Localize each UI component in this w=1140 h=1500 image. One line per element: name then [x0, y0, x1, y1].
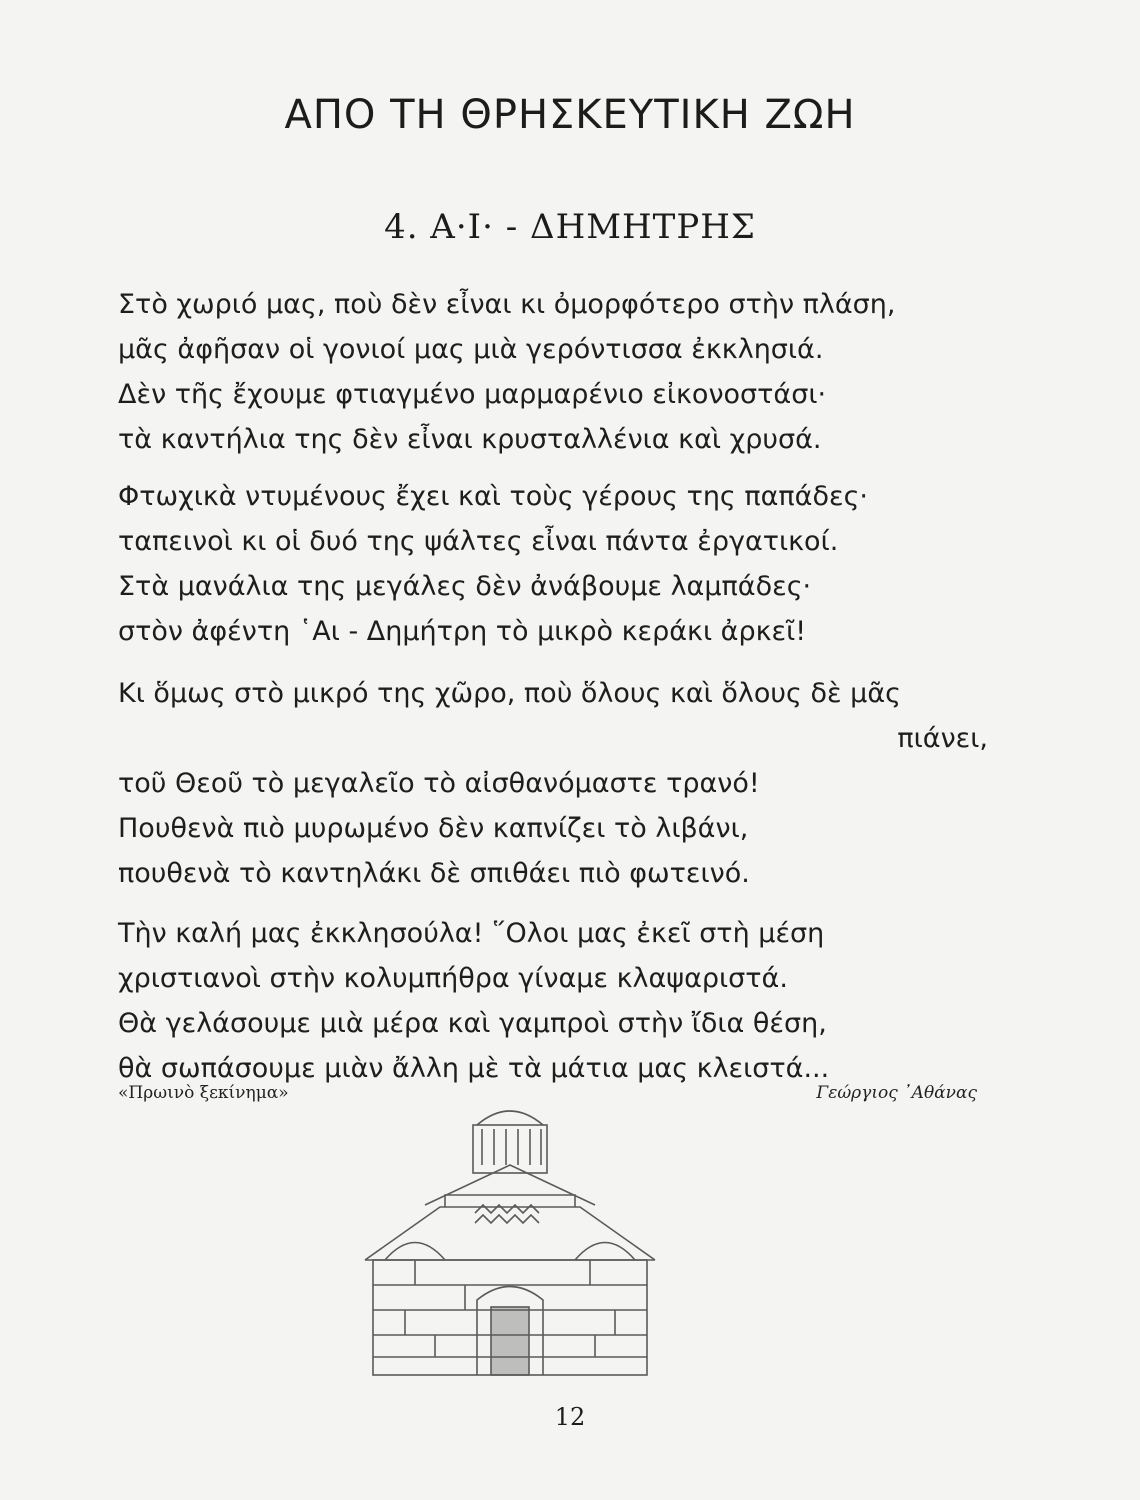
- poem-line: Πουθενὰ πιὸ μυρωμένο δὲν καπνίζει τὸ λιβάνι,: [118, 813, 749, 844]
- poem-line: πουθενὰ τὸ καντηλάκι δὲ σπιθάει πιὸ φωτεινό.: [118, 858, 750, 889]
- poem-line: θὰ σωπάσουμε μιὰν ἄλλη μὲ τὰ μάτια μας κλειστά...: [118, 1053, 830, 1084]
- poem-line: Δὲν τῆς ἔχουμε φτιαγμένο μαρμαρένιο εἰκονοστάσι·: [118, 379, 827, 410]
- poem-line: Φτωχικὰ ντυμένους ἔχει καὶ τοὺς γέρους της παπάδες·: [118, 481, 869, 512]
- poem-line: ταπεινοὶ κι οἱ δυό της ψάλτες εἶναι πάντα ἐργατικοί.: [118, 526, 839, 557]
- poem-line: Κι ὅμως στὸ μικρό της χῶρο, ποὺ ὅλους καὶ ὅλους δὲ μᾶς: [118, 678, 901, 709]
- byzantine-church-icon: [345, 1095, 675, 1395]
- stanza-3: [118, 671, 988, 896]
- poem-title: 4. Α·Ι· - ΔΗΜΗΤΡΗΣ: [384, 207, 756, 247]
- poem-line-continuation: πιάνει,: [897, 723, 988, 754]
- poem-line: τοῦ Θεοῦ τὸ μεγαλεῖο τὸ αἰσθανόμαστε τρανό!: [118, 768, 760, 799]
- poem-line: μᾶς ἀφῆσαν οἱ γονιοί μας μιὰ γερόντισσα ἐκκλησιά.: [118, 334, 824, 365]
- source-citation: «Πρωινὸ ξεκίνημα»: [118, 1083, 289, 1103]
- poem-line: Στὰ μανάλια της μεγάλες δὲν ἀνάβουμε λαμπάδες·: [118, 571, 812, 602]
- section-title: ΑΠΟ ΤΗ ΘΡΗΣΚΕΥΤΙΚΗ ΖΩΗ: [284, 92, 856, 138]
- poem-line: χριστιανοὶ στὴν κολυμπήθρα γίναμε κλαψαριστά.: [118, 963, 788, 994]
- stanza-4: [118, 911, 988, 1091]
- poem-line: Θὰ γελάσουμε μιὰ μέρα καὶ γαμπροὶ στὴν ἴδια θέση,: [118, 1008, 827, 1039]
- poem-line: Στὸ χωριό μας, ποὺ δὲν εἶναι κι ὀμορφότερο στὴν πλάση,: [118, 289, 896, 320]
- poem-line: τὰ καντήλια της δὲν εἶναι κρυσταλλένια καὶ χρυσά.: [118, 424, 822, 455]
- page-number: 12: [554, 1403, 586, 1431]
- author-name: Γεώργιος ᾿Αθάνας: [816, 1083, 977, 1103]
- poem-line: στὸν ἀφέντη ῾Αι - Δημήτρη τὸ μικρὸ κεράκι ἀρκεῖ!: [118, 616, 807, 647]
- poem-line: Τὴν καλή μας ἐκκλησούλα! ῞Ολοι μας ἐκεῖ στὴ μέση: [118, 918, 825, 949]
- stanza-1: [118, 282, 988, 462]
- stanza-2: [118, 474, 988, 654]
